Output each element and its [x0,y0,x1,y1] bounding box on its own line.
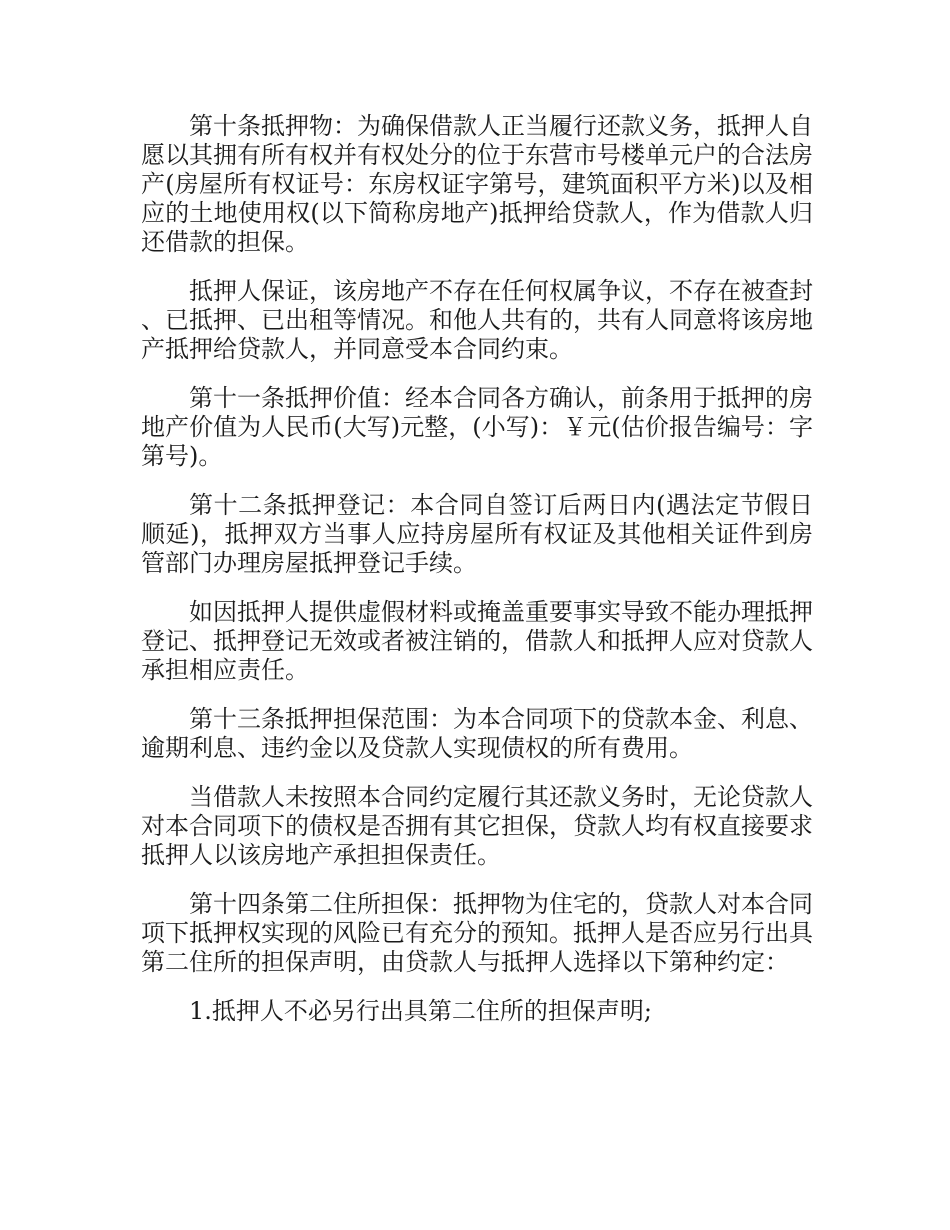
document-body [141,112,813,1046]
option-1-paragraph: 1.抵押人不必另行出具第二住所的担保声明; [189,997,652,1025]
article-10-paragraph: 第十条抵押物：为确保借款人正当履行还款义务，抵押人自愿以其拥有所有权并有权处分的位于东营市号楼单元户的合法房产(房屋所有权证号：东房权证字第号，建筑面积平方米)以及相应的土地使用权(以下简称房地产)抵押给贷款人，作为借款人归还借款的担保。 [141,112,813,256]
article-11-paragraph: 第十一条抵押价值：经本合同各方确认，前条用于抵押的房地产价值为人民币(大写)元整，(小写)：￥元(估价报告编号：字第号)。 [141,384,813,470]
false-material-liability-paragraph: 如因抵押人提供虚假材料或掩盖重要事实导致不能办理抵押登记、抵押登记无效或者被注销的，借款人和抵押人应对贷款人承担相应责任。 [141,598,813,684]
article-13-paragraph: 第十三条抵押担保范围：为本合同项下的贷款本金、利息、逾期利息、违约金以及贷款人实现债权的所有费用。 [141,705,813,762]
mortgagor-guarantee-paragraph: 抵押人保证，该房地产不存在任何权属争议，不存在被查封、已抵押、已出租等情况。和他人共有的，共有人同意将该房地产抵押给贷款人，并同意受本合同约束。 [141,277,813,363]
default-enforcement-paragraph: 当借款人未按照本合同约定履行其还款义务时，无论贷款人对本合同项下的债权是否拥有其它担保，贷款人均有权直接要求抵押人以该房地产承担担保责任。 [141,783,813,869]
article-12-paragraph: 第十二条抵押登记：本合同自签订后两日内(遇法定节假日顺延)，抵押双方当事人应持房屋所有权证及其他相关证件到房管部门办理房屋抵押登记手续。 [141,491,813,577]
article-14-paragraph: 第十四条第二住所担保：抵押物为住宅的，贷款人对本合同项下抵押权实现的风险已有充分的预知。抵押人是否应另行出具第二住所的担保声明，由贷款人与抵押人选择以下第种约定： [141,890,813,976]
